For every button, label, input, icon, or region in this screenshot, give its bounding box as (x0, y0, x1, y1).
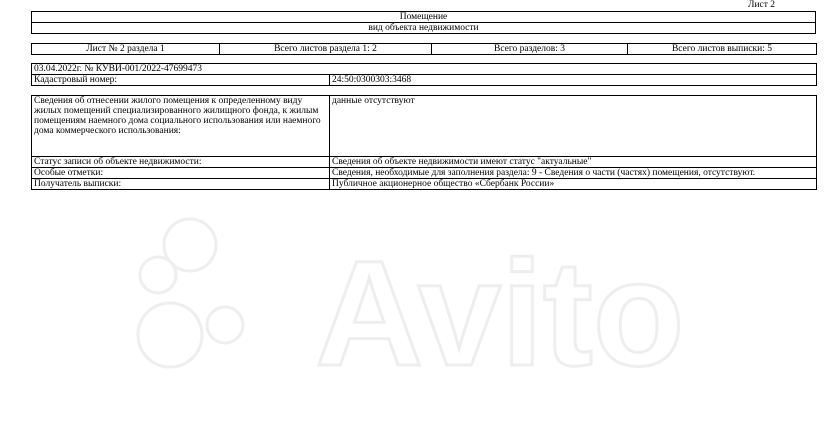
special-notes-label: Особые отметки: (32, 168, 330, 179)
housing-type-value: данные отсутствуют (330, 96, 817, 157)
sheet-of-section: Лист № 2 раздела 1 (32, 44, 220, 55)
object-header-table (31, 11, 816, 34)
table-row (32, 168, 817, 179)
table-row (32, 157, 817, 168)
special-notes-value: Сведения, необходимые для заполнения раздела: 9 - Сведения о части (частях) помещения, отсутствуют. (330, 168, 817, 179)
table-row (32, 179, 817, 190)
cadastral-number-label: Кадастровый номер: (32, 75, 330, 86)
sheets-info-table (31, 43, 817, 55)
total-section-sheets: Всего листов раздела 1: 2 (220, 44, 432, 55)
recipient-value: Публичное акционерное общество «Сбербанк России» (330, 179, 817, 190)
record-status-value: Сведения об объекте недвижимости имеют статус "актуальные" (330, 157, 817, 168)
document-info-table (31, 63, 817, 86)
watermark-text: Avito (315, 229, 685, 397)
object-title: Помещение (32, 12, 816, 23)
total-sections: Всего разделов: 3 (432, 44, 628, 55)
table-row (32, 96, 817, 157)
total-extract-sheets: Всего листов выписки: 5 (628, 44, 817, 55)
date-and-number: 03.04.2022г. № КУВИ-001/2022-47699473 (32, 64, 817, 75)
record-status-label: Статус записи об объекте недвижимости: (32, 157, 330, 168)
cadastral-number-value: 24:50:0300303:3468 (330, 75, 817, 86)
sheet-label: Лист 2 (748, 0, 776, 10)
recipient-label: Получатель выписки: (32, 179, 330, 190)
details-table (31, 95, 817, 190)
avito-watermark (130, 205, 690, 405)
object-kind: вид объекта недвижимости (32, 23, 816, 34)
housing-type-label: Сведения об отнесении жилого помещения к определенному виду жилых помещений специализированного жилищного фонда, к жилым помещениям наемного дома социального использования или наемного дома коммерческого использования: (32, 96, 330, 157)
